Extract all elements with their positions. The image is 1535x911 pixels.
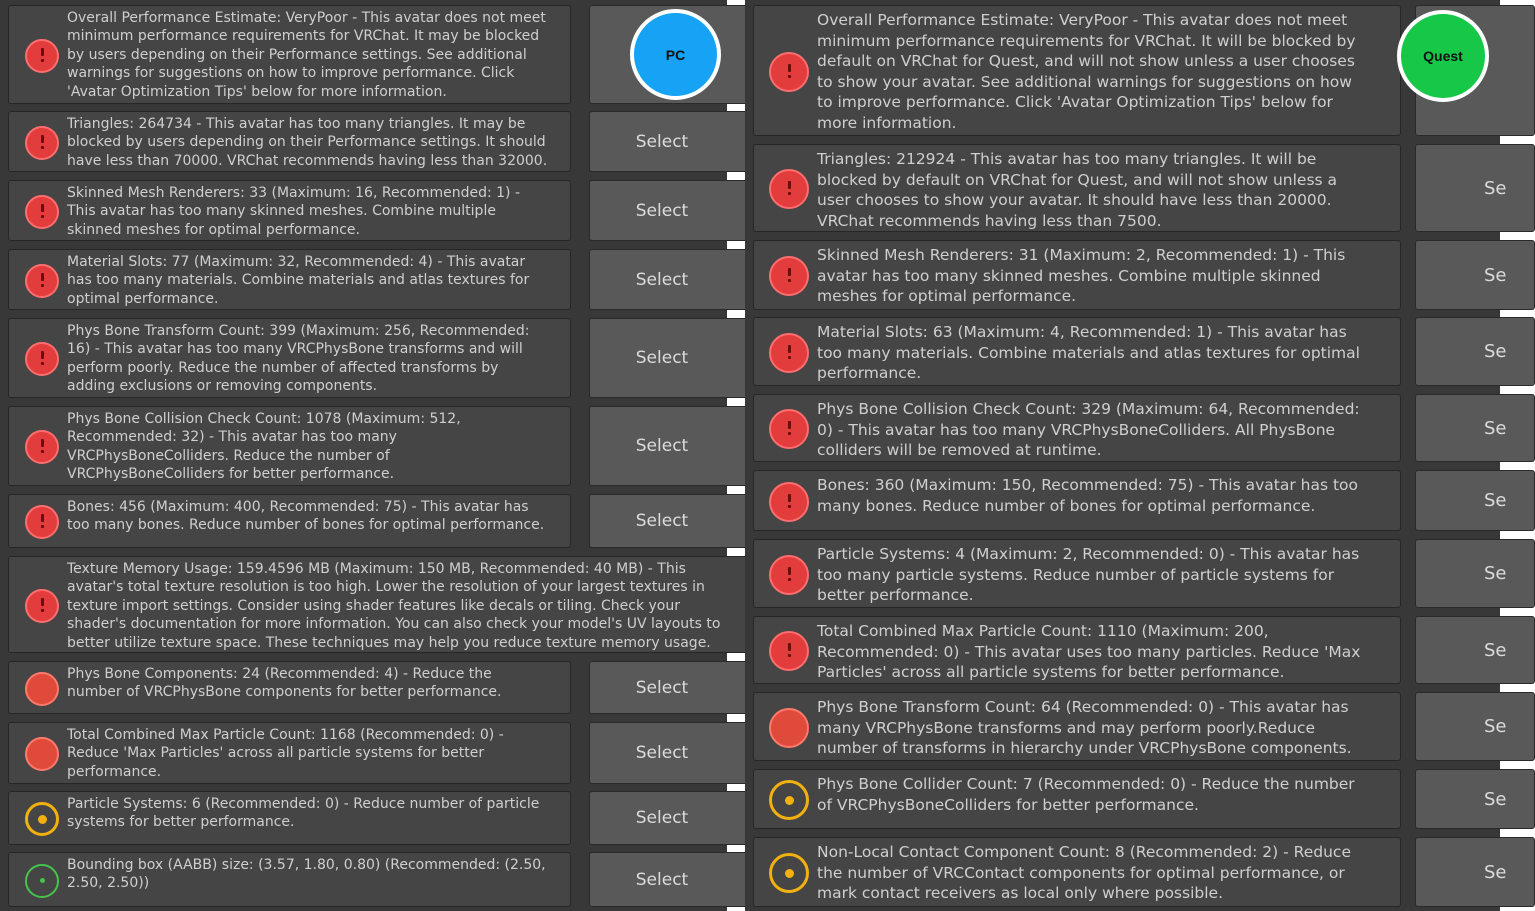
message-box (753, 317, 1401, 386)
message-text: Material Slots: 77 (Maximum: 32, Recommended: 4) - This avatar has too many materials. Combine materials and atlas textures for optimal performance. (67, 254, 530, 307)
validation-message-row (753, 394, 1507, 462)
select-button[interactable]: Select (589, 180, 749, 241)
error-icon (769, 555, 809, 595)
select-button[interactable]: Select (589, 406, 749, 486)
quest-platform-badge: Quest (1397, 10, 1489, 102)
validation-message-row (8, 791, 727, 845)
error-icon (25, 39, 59, 73)
message-box (8, 852, 571, 907)
message-box (753, 837, 1401, 907)
select-button[interactable]: Se (1415, 539, 1535, 608)
warning-red-icon (25, 737, 59, 771)
validation-message-row (8, 661, 727, 714)
validation-message-row (8, 494, 727, 548)
select-button[interactable]: Select (589, 318, 749, 398)
message-box (753, 692, 1401, 761)
select-button[interactable]: Se (1415, 616, 1535, 684)
error-icon (769, 169, 809, 209)
message-box (8, 791, 571, 845)
message-text: Skinned Mesh Renderers: 33 (Maximum: 16, Recommended: 1) - This avatar has too many skinned meshes. Combine multiple skinned meshes for optimal performance. (67, 185, 521, 238)
select-button[interactable]: Se (1415, 692, 1535, 761)
message-text: Phys Bone Collision Check Count: 1078 (Maximum: 512, Recommended: 32) - This avatar has too many VRCPhysBoneColliders. Reduce the number of VRCPhysBoneColliders for better performance. (67, 411, 461, 483)
message-box (753, 144, 1401, 232)
select-button[interactable]: Se (1415, 394, 1535, 462)
message-box (8, 318, 571, 398)
message-box (8, 722, 571, 784)
message-box (8, 5, 571, 104)
message-box (8, 180, 571, 241)
message-box (753, 240, 1401, 310)
select-button[interactable]: Select (589, 852, 749, 907)
error-icon (25, 126, 59, 160)
select-button[interactable]: Select (589, 249, 749, 310)
select-button[interactable]: Se (1415, 837, 1535, 907)
message-box (8, 556, 768, 653)
validation-message-row (8, 249, 727, 310)
validation-message-row (8, 5, 727, 104)
message-box (8, 406, 571, 486)
message-text: Total Combined Max Particle Count: 1110 (Maximum: 200, Recommended: 0) - This avatar uses too many particles. Reduce 'Max Particles' across all particle systems for better performance. (817, 622, 1361, 682)
validation-message-row (8, 318, 727, 398)
message-text: Particle Systems: 6 (Recommended: 0) - Reduce number of particle systems for better performance. (67, 796, 540, 831)
validation-message-row (8, 180, 727, 241)
select-button[interactable]: Select (589, 722, 749, 784)
validation-message-row (753, 144, 1507, 232)
error-icon (25, 589, 59, 623)
quest-validation-panel (745, 0, 1507, 911)
error-icon (25, 505, 59, 539)
select-button[interactable]: Select (589, 791, 749, 845)
select-button[interactable]: Select (589, 661, 749, 714)
error-icon (769, 482, 809, 522)
validation-message-row (8, 556, 727, 653)
validation-message-row (753, 240, 1507, 310)
warning-red-icon (769, 708, 809, 748)
validation-message-row (753, 317, 1507, 386)
select-button[interactable]: Se (1415, 144, 1535, 232)
validation-message-row (753, 769, 1507, 829)
message-box (753, 769, 1401, 829)
error-icon (25, 430, 59, 464)
error-icon (769, 409, 809, 449)
select-button[interactable]: Se (1415, 240, 1535, 310)
message-box (753, 616, 1401, 684)
error-icon (769, 52, 809, 92)
warning-yellow-icon (769, 780, 809, 820)
validation-message-row (753, 692, 1507, 761)
message-text: Phys Bone Components: 24 (Recommended: 4) - Reduce the number of VRCPhysBone components for better performance. (67, 666, 502, 701)
message-box (8, 494, 571, 548)
error-icon (25, 342, 59, 376)
message-text: Phys Bone Collision Check Count: 329 (Maximum: 64, Recommended: 0) - This avatar has too many VRCPhysBoneColliders. All PhysBone colliders will be removed at runtime. (817, 400, 1360, 460)
select-button[interactable]: Select (589, 494, 749, 548)
validation-message-row (753, 837, 1507, 907)
validation-message-row (753, 539, 1507, 608)
message-box (753, 539, 1401, 608)
message-text: Bones: 360 (Maximum: 150, Recommended: 75) - This avatar has too many bones. Reduce number of bones for optimal performance. (817, 476, 1358, 515)
select-button[interactable]: Se (1415, 769, 1535, 829)
message-text: Skinned Mesh Renderers: 31 (Maximum: 2, Recommended: 1) - This avatar has too many skinned meshes. Combine multiple skinned meshes for optimal performance. (817, 246, 1346, 306)
message-text: Overall Performance Estimate: VeryPoor - This avatar does not meet minimum performance requirements for VRChat. It may be blocked by users depending on their Performance settings. See additional warnings for suggestions on how to improve performance. Click 'Avatar Optimization Tips' below for more information. (67, 10, 546, 100)
validation-message-row (8, 722, 727, 784)
message-box (753, 470, 1401, 531)
pc-platform-badge: PC (630, 9, 721, 100)
info-green-icon (25, 864, 59, 898)
validation-message-row (8, 406, 727, 486)
select-button[interactable]: Se (1415, 317, 1535, 386)
message-text: Phys Bone Collider Count: 7 (Recommended: 0) - Reduce the number of VRCPhysBoneColliders for better performance. (817, 775, 1355, 814)
message-box (753, 394, 1401, 462)
message-text: Texture Memory Usage: 159.4596 MB (Maximum: 150 MB, Recommended: 40 MB) - This avatar's total texture resolution is too high. Lower the resolution of your largest textures in texture import settings. Consider using shader features like decals or tiling. Check your shader's documentation for more information. You can also check your model's UV layouts to better utilize texture space. These techniques may help you reduce texture memory usage. (67, 561, 721, 651)
validation-message-row (8, 111, 727, 172)
message-box (8, 249, 571, 310)
message-text: Triangles: 212924 - This avatar has too many triangles. It will be blocked by default on VRChat for Quest, and will not show unless a user chooses to show your avatar. It should have less than 20000. VRChat recommends having less than 7500. (817, 150, 1338, 230)
validation-message-row (753, 470, 1507, 531)
validation-message-row (753, 616, 1507, 684)
message-box (753, 5, 1401, 136)
message-text: Non-Local Contact Component Count: 8 (Recommended: 2) - Reduce the number of VRCContact components for optimal performance, or mark contact receivers as local only where possible. (817, 843, 1351, 903)
select-button[interactable]: Select (589, 111, 749, 172)
message-box (8, 661, 571, 714)
message-text: Triangles: 264734 - This avatar has too many triangles. It may be blocked by users depending on their Performance settings. It should have less than 70000. VRChat recommends having less than 32000. (67, 116, 548, 169)
message-text: Bounding box (AABB) size: (3.57, 1.80, 0.80) (Recommended: (2.50, 2.50, 2.50)) (67, 857, 546, 892)
message-text: Total Combined Max Particle Count: 1168 (Recommended: 0) - Reduce 'Max Particles' across all particle systems for better performance. (67, 727, 504, 780)
message-text: Bones: 456 (Maximum: 400, Recommended: 75) - This avatar has too many bones. Reduce number of bones for optimal performance. (67, 499, 545, 534)
warning-yellow-icon (25, 802, 59, 836)
message-text: Material Slots: 63 (Maximum: 4, Recommended: 1) - This avatar has too many materials. Combine materials and atlas textures for optimal performance. (817, 323, 1360, 383)
error-icon (25, 264, 59, 298)
message-box (8, 111, 571, 172)
message-text: Overall Performance Estimate: VeryPoor - This avatar does not meet minimum performance requirements for VRChat. It will be blocked by default on VRChat for Quest, and will not show unless a user chooses to show your avatar. See additional warnings for suggestions on how to improve performance. Click 'Avatar Optimization Tips' below for more information. (817, 11, 1356, 132)
validation-message-row (753, 5, 1500, 136)
message-text: Particle Systems: 4 (Maximum: 2, Recommended: 0) - This avatar has too many particle systems. Reduce number of particle systems for better performance. (817, 545, 1360, 605)
message-text: Phys Bone Transform Count: 399 (Maximum: 256, Recommended: 16) - This avatar has too many VRCPhysBone transforms and will perform poorly. Reduce the number of affected transforms by adding exclusions or removing components. (67, 323, 530, 395)
error-icon (769, 256, 809, 296)
warning-red-icon (25, 672, 59, 706)
select-button[interactable]: Se (1415, 470, 1535, 531)
validation-message-row (8, 852, 727, 907)
pc-validation-panel (0, 0, 727, 911)
error-icon (25, 195, 59, 229)
error-icon (769, 333, 809, 373)
error-icon (769, 631, 809, 671)
warning-yellow-icon (769, 853, 809, 893)
message-text: Phys Bone Transform Count: 64 (Recommended: 0) - This avatar has many VRCPhysBone transforms and may perform poorly.Reduce number of transforms in hierarchy under VRCPhysBone components. (817, 698, 1352, 758)
